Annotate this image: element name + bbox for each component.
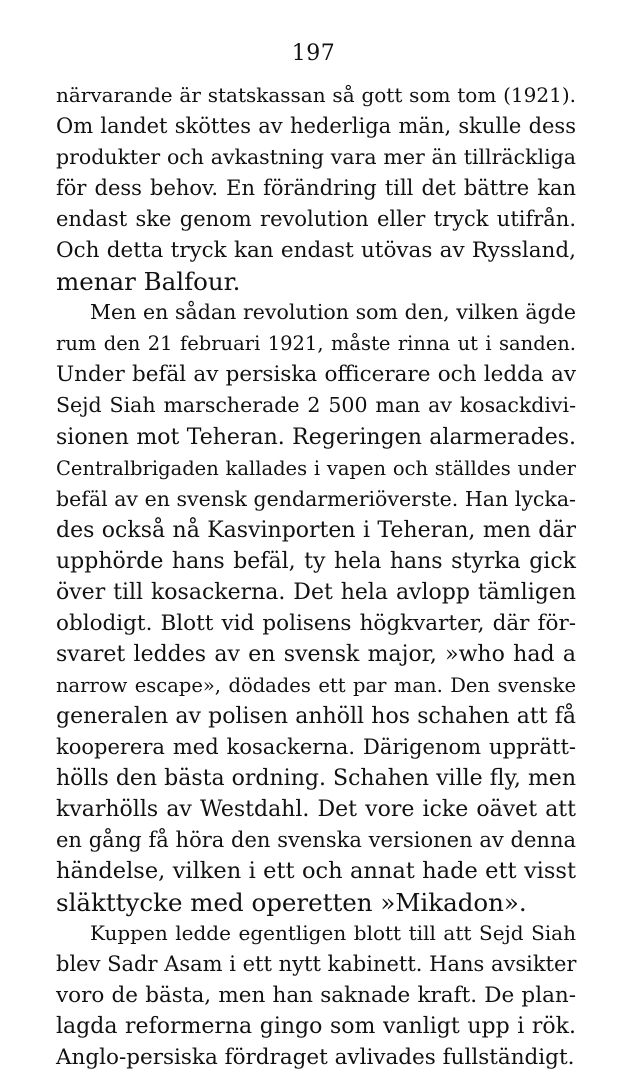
page-number: 197 <box>291 41 336 66</box>
text-line: Om landet sköttes av hederliga män, skulle dess <box>56 114 576 139</box>
body-text <box>56 80 576 1074</box>
text-line: Sejd Siah marscherade 2 500 man av kosackdivi- <box>56 393 576 418</box>
text-line: en gång få höra den svenska versionen av denna <box>56 828 576 853</box>
text-line: voro de bästa, men han saknade kraft. De plan- <box>56 983 576 1009</box>
text-line: kooperera med kosackerna. Därigenom upprätt- <box>56 734 576 759</box>
text-line: Anglo-persiska fördraget avlivades fullständigt. <box>56 1045 575 1071</box>
text-line: Under befäl av persiska officerare och ledda av <box>56 362 576 388</box>
text-line: kvarhölls av Westdahl. Det vore icke oävet att <box>56 797 576 823</box>
text-line: rum den 21 februari 1921, måste rinna ut i sanden. <box>56 332 576 356</box>
text-line: oblodigt. Blott vid polisens högkvarter, där för- <box>56 610 576 636</box>
text-line: upphörde hans befäl, ty hela hans styrka gick <box>56 548 576 574</box>
text-line: blev Sadr Asam i ett nytt kabinett. Hans avsikter <box>56 952 577 977</box>
text-line: närvarande är statskassan så gott som tom (1921). <box>56 83 576 107</box>
text-line: hölls den bästa ordning. Schahen ville fly, men <box>56 766 576 792</box>
text-line: generalen av polisen anhöll hos schahen att få <box>56 703 576 729</box>
text-line: släkttycke med operetten »Mikadon». <box>56 888 527 918</box>
text-line: produkter och avkastning vara mer än tillräckliga <box>56 145 576 170</box>
text-line: Kuppen ledde egentligen blott till att Sejd Siah <box>90 921 576 946</box>
text-line: des också nå Kasvinporten i Teheran, men där <box>56 517 576 543</box>
text-line: Centralbrigaden kallades i vapen och ställdes under <box>56 456 576 480</box>
text-line: sionen mot Teheran. Regeringen alarmerades. <box>56 424 576 450</box>
text-line: befäl av en svensk gendarmeriöverste. Han lycka- <box>56 486 576 511</box>
text-line: händelse, vilken i ett och annat hade ett visst <box>56 858 576 885</box>
text-line: över till kosackerna. Det hela avlopp tämligen <box>56 579 576 605</box>
text-line: endast ske genom revolution eller tryck utifrån. <box>56 207 576 232</box>
text-line: lagda reformerna gingo som vanligt upp i rök. <box>56 1014 576 1040</box>
text-line: för dess behov. En förändring till det bättre kan <box>56 176 576 201</box>
text-line: Men en sådan revolution som den, vilken ägde <box>90 300 576 325</box>
text-line: narrow escape», dödades ett par man. Den svenske <box>56 673 576 697</box>
text-line: Och detta tryck kan endast utövas av Ryssland, <box>56 238 576 264</box>
text-line: svaret leddes av en svensk major, »who had a <box>56 641 576 667</box>
text-line: menar Balfour. <box>56 267 241 297</box>
